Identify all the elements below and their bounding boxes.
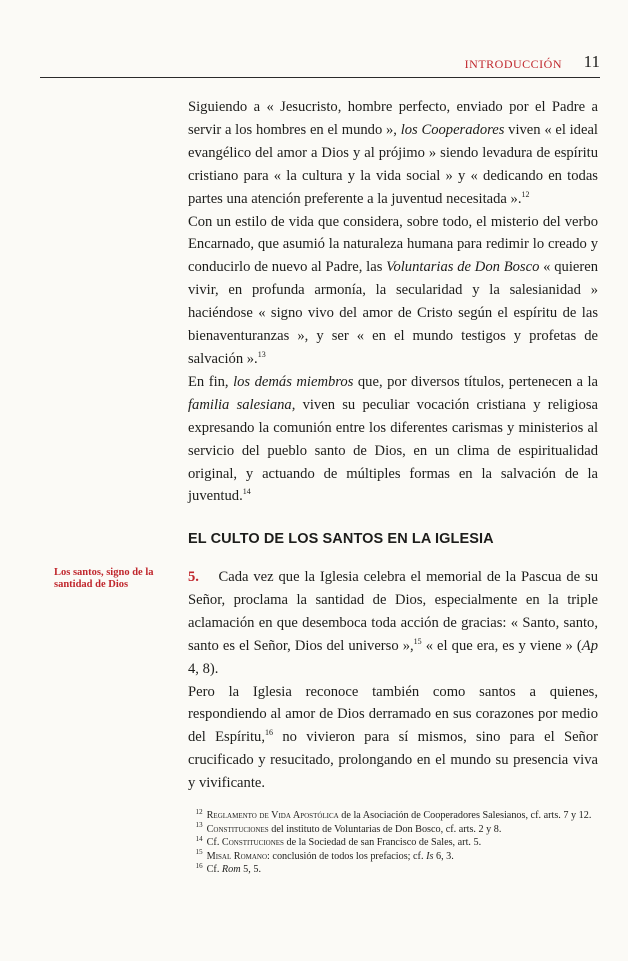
paragraph-cooperadores: Siguiendo a « Jesucristo, hombre perfecto, enviado por el Padre a servir a los hombres en el mundo », los Cooperadores viven « el ideal evangélico del amor a Dios y al prójimo » siendo levadura de espíritu cristiano para « la cultura y la vida social » y « dedicando en todas partes una atención preferente a la juventud necesitada ».$^{12}$ bbox=[188, 99, 598, 207]
body-text-section bbox=[188, 566, 598, 795]
page-number: 11 bbox=[583, 52, 600, 71]
footnote-16: $^{16}$ Cf. Rom 5, 5. bbox=[195, 861, 261, 876]
header-rule bbox=[40, 77, 600, 78]
footnotes bbox=[188, 809, 598, 877]
footnote-ref: 15 bbox=[413, 636, 422, 646]
footnote-14: $^{14}$ Cf. Constituciones de la Sociedad de san Francisco de Sales, art. 5. bbox=[195, 834, 482, 849]
paragraph-5: 5. Cada vez que la Iglesia celebra el memorial de la Pascua de su Señor, proclama la santidad de Dios, especialmente en la triple aclamación en que desemboca toda acción de gracias: « Santo, santo, santo es el Señor, Dios del universo »,$^{15}$ « el que era, es y viene » (Ap 4, 8). bbox=[188, 569, 598, 677]
paragraph-6: Pero la Iglesia reconoce también como santos a quienes, respondiendo al amor de Dios derramado en sus corazones por medio del Espíritu,$^{16}$ no vivieron para sí mismos, sino para el Señor crucificado y resucitado, prolongando en el mundo su presencia viva y vivificante. bbox=[188, 683, 598, 792]
section-heading: EL CULTO DE LOS SANTOS EN LA IGLESIA bbox=[188, 531, 494, 547]
paragraph-voluntarias: Con un estilo de vida que considera, sobre todo, el misterio del verbo Encarnado, que asumió la naturaleza humana para redimir lo creado y conducirlo de nuevo al Padre, las Voluntarias de Don Bosco « quieren vivir, en profunda armonía, la secularidad y la salesianidad » haciéndose « signo vivo del amor de Cristo según el espíritu de las bienaventuranzas », y ser « en el mundo testigos y profetas de salvación ».$^{13}$ bbox=[188, 213, 598, 367]
footnote-15: $^{15}$ Misal Romano: conclusión de todos los prefacios; cf. Is 6, 3. bbox=[195, 848, 454, 862]
footnote-ref: 12 bbox=[521, 189, 530, 199]
paragraph-demas-miembros: En fin, los demás miembros que, por diversos títulos, pertenecen a la familia salesiana, viven su peculiar vocación cristiana y religiosa expresando la comunión entre los diferentes carismas y ministerios al servicio del pueblo santo de Dios, en un clima de espiritualidad original, y actuando de múltiples formas en la salvación de la juventud.$^{14}$ bbox=[188, 373, 598, 505]
page-header bbox=[40, 40, 600, 70]
footnote-13: $^{13}$ Constituciones del instituto de Voluntarias de Don Bosco, cf. arts. 2 y 8. bbox=[195, 821, 502, 835]
footnote-ref: 13 bbox=[257, 350, 266, 360]
footnote-ref: 16 bbox=[265, 728, 274, 738]
margin-note: Los santos, signo de la santidad de Dios bbox=[54, 567, 154, 590]
running-title: INTRODUCCIÓN bbox=[464, 57, 562, 71]
footnote-ref: 14 bbox=[242, 487, 251, 497]
footnote-12: $^{12}$ Reglamento de Vida Apostólica de la Asociación de Cooperadores Salesianos, cf. arts. 7 y 12. bbox=[195, 807, 592, 821]
paragraph-number: 5. bbox=[188, 569, 199, 585]
body-text-top bbox=[188, 96, 598, 508]
